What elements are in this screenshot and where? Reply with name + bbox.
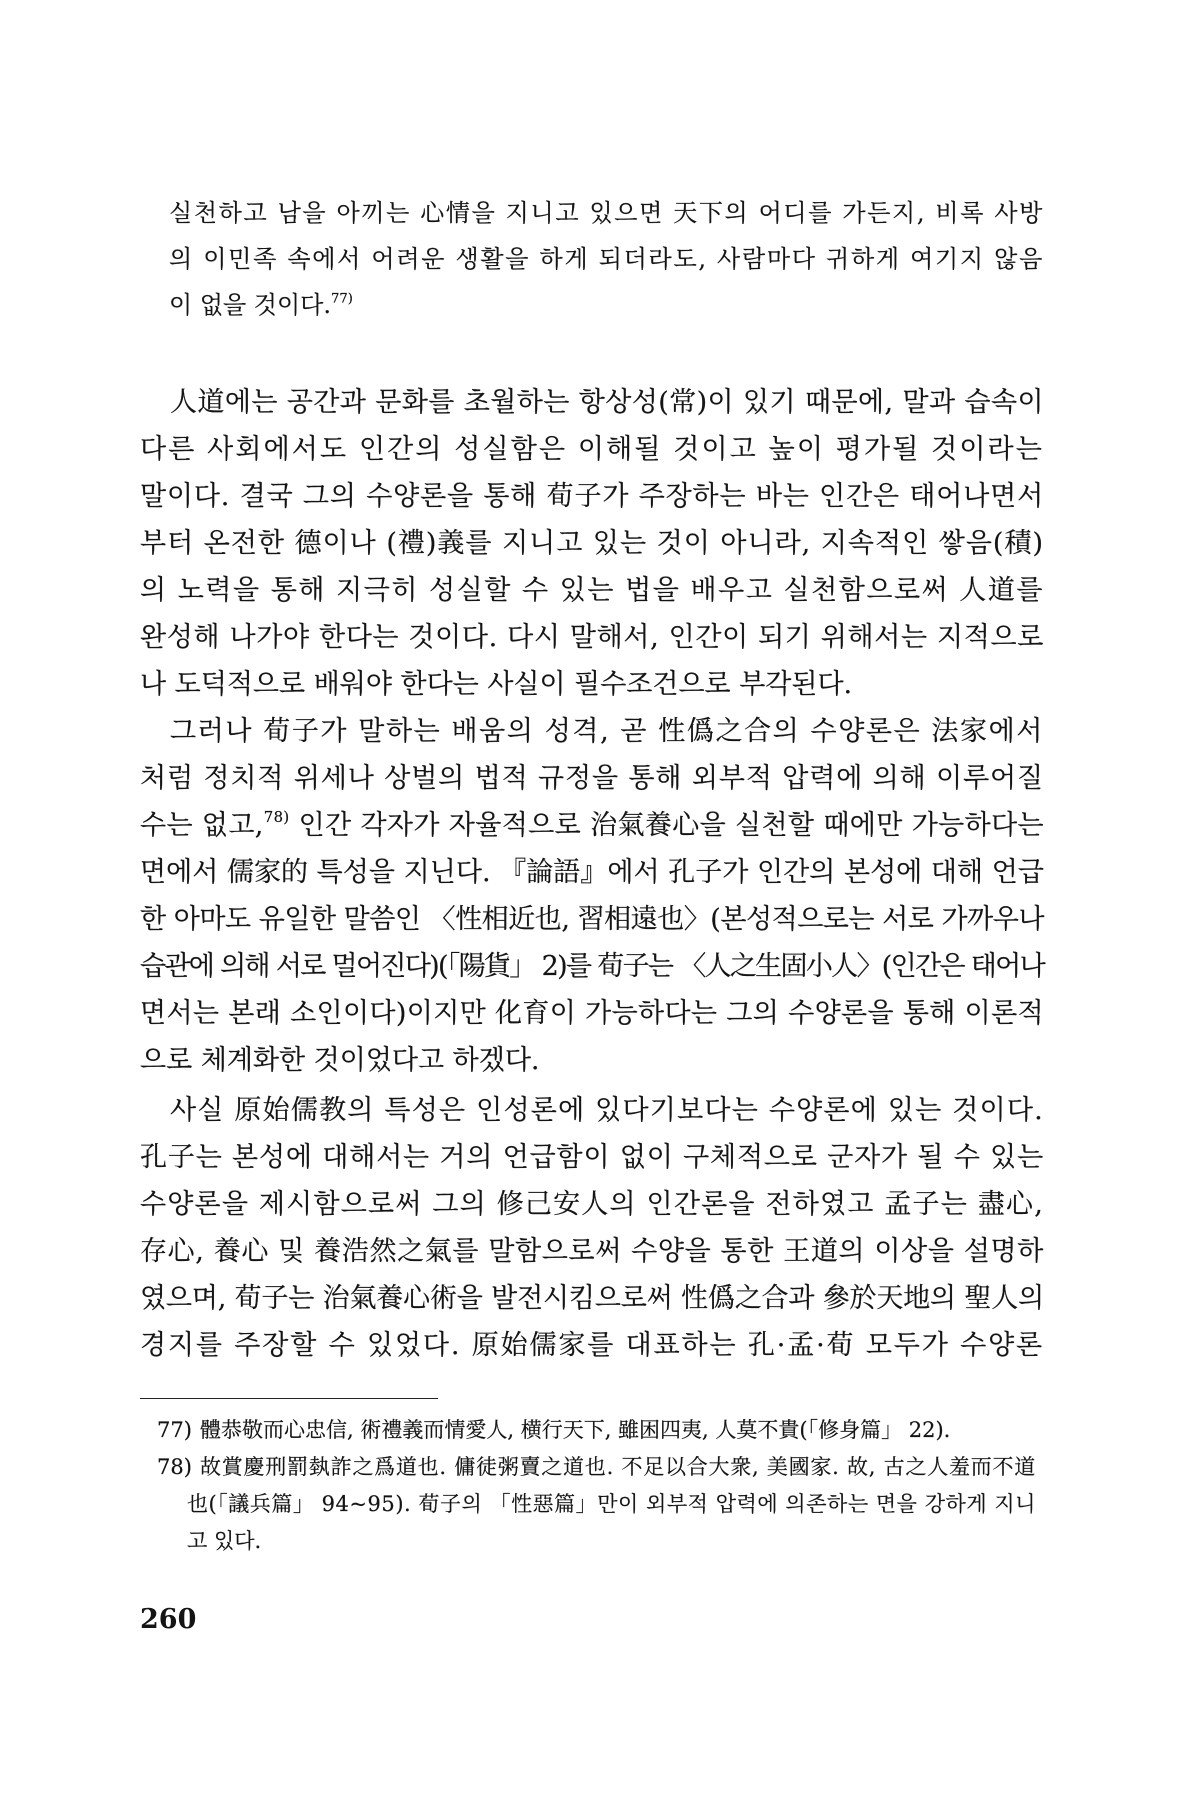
text-line [140, 473, 1044, 520]
line-text: 孔子는 본성에 대해서는 거의 언급함이 없이 구체적으로 군자가 될 수 있는 [140, 1142, 1044, 1173]
text-line [140, 426, 1044, 473]
footnotes [140, 1412, 1036, 1560]
line-text: 처럼 정치적 위세나 상벌의 법적 규정을 통해 외부적 압력에 의해 이루어질 [140, 763, 1044, 794]
text-line [140, 567, 1044, 614]
quote-line [169, 236, 1044, 282]
quote-line [169, 190, 1044, 236]
line-text: 다른 사회에서도 인간의 성실함은 이해될 것이고 높이 평가될 것이라는 [140, 434, 1044, 465]
text-line [140, 849, 1044, 896]
text-line [140, 896, 1044, 943]
line-text: 였으며, 荀子는 治氣養心術을 발전시킴으로써 性僞之合과 參於天地의 聖人의 [140, 1283, 1044, 1314]
footnote [140, 1449, 1036, 1560]
line-text: 부터 온전한 德이나 (禮)義를 지니고 있는 것이 아니라, 지속적인 쌓음(積) [140, 528, 1044, 559]
line-text: 습관에 의해 서로 멀어진다)(「陽貨」 2)를 荀子는 〈人之生固小人〉(인간은 태어나 [140, 951, 1044, 982]
line-text-segment: 이 없을 것이다. [169, 291, 331, 319]
footnote-marker: 78) [157, 1455, 192, 1479]
page-number: 260 [140, 1604, 197, 1635]
text-line [140, 1037, 1044, 1084]
text-line [140, 1181, 1044, 1228]
text-line [140, 1228, 1044, 1275]
line-text: 경지를 주장할 수 있었다. 原始儒家를 대표하는 孔·孟·荀 모두가 수양론 [140, 1330, 1044, 1361]
text-line [140, 755, 1044, 802]
footnote-line [140, 1486, 1036, 1523]
line-text: 면서는 본래 소인이다)이지만 化育이 가능하다는 그의 수양론을 통해 이론적 [140, 998, 1044, 1029]
line-text: 나 도덕적으로 배워야 한다는 사실이 필수조건으로 부각된다. [140, 669, 853, 700]
line-text: 存心, 養心 및 養浩然之氣를 말함으로써 수양을 통한 王道의 이상을 설명하 [140, 1236, 1044, 1267]
line-text: 으로 체계화한 것이었다고 하겠다. [140, 1045, 540, 1076]
line-text: 의 이민족 속에서 어려운 생활을 하게 되더라도, 사람마다 귀하게 여기지 않음 [169, 245, 1044, 273]
line-text: 한 아마도 유일한 말씀인 〈性相近也, 習相遠也〉(본성적으로는 서로 가까우나 [140, 904, 1044, 935]
text-line [140, 661, 1044, 708]
line-text [169, 282, 353, 328]
line-text: 실천하고 남을 아끼는 心情을 지니고 있으면 天下의 어디를 가든지, 비록 사방 [169, 199, 1044, 227]
text-line [140, 708, 1044, 755]
line-text: 人道에는 공간과 문화를 초월하는 항상성(常)이 있기 때문에, 말과 습속이 [170, 387, 1044, 418]
line-text-segment: 인간 각자가 자율적으로 治氣養心을 실천할 때에만 가능하다는 [289, 810, 1044, 841]
text-line [140, 1322, 1044, 1369]
line-text: 也(「議兵篇」 94~95). 荀子의 「性惡篇」만이 외부적 압력에 의존하는 면을 강하게 지니 [187, 1492, 1036, 1516]
line-text-segment: 수는 없고, [140, 810, 264, 841]
text-line [140, 379, 1044, 426]
line-text: 고 있다. [187, 1529, 262, 1553]
line-text: 故賞慶刑罰埶詐之爲道也. 傭徒粥賣之道也. 不足以合大衆, 美國家. 故, 古之人羞而不道 [200, 1455, 1036, 1479]
paragraph [140, 1087, 1044, 1369]
line-text: 면에서 儒家的 특성을 지닌다. 『論語』에서 孔子가 인간의 본성에 대해 언급 [140, 857, 1044, 888]
line-text [140, 802, 1044, 849]
line-text: 수양론을 제시함으로써 그의 修己安人의 인간론을 전하였고 孟子는 盡心, [140, 1189, 1044, 1220]
footnote-line [140, 1412, 1036, 1449]
paragraph [140, 708, 1044, 1084]
body-text [140, 379, 1044, 1369]
block-quote [169, 190, 1044, 328]
footnote [140, 1412, 1036, 1449]
text-line [140, 802, 1044, 849]
footnote-line [140, 1523, 1036, 1560]
text-line [140, 520, 1044, 567]
text-line [140, 614, 1044, 661]
line-text: 사실 原始儒教의 특성은 인성론에 있다기보다는 수양론에 있는 것이다. [170, 1095, 1044, 1126]
quote-line [169, 282, 1044, 328]
footnote-marker: 77) [157, 1418, 192, 1442]
line-text: 그러나 荀子가 말하는 배움의 성격, 곧 性僞之合의 수양론은 法家에서 [170, 716, 1044, 747]
text-line [140, 943, 1044, 990]
line-text: 완성해 나가야 한다는 것이다. 다시 말해서, 인간이 되기 위해서는 지적으로 [140, 622, 1044, 653]
text-line [140, 1134, 1044, 1181]
footnote-rule [140, 1398, 438, 1399]
footnote-ref: 78) [263, 808, 290, 827]
paragraph [140, 379, 1044, 708]
footnote-line [140, 1449, 1036, 1486]
text-line [140, 1087, 1044, 1134]
footnote-ref: 77) [331, 291, 353, 307]
line-text: 體恭敬而心忠信, 術禮義而情愛人, 横行天下, 雖困四夷, 人莫不貴(「修身篇」 22). [200, 1418, 951, 1442]
text-line [140, 990, 1044, 1037]
text-line [140, 1275, 1044, 1322]
line-text: 말이다. 결국 그의 수양론을 통해 荀子가 주장하는 바는 인간은 태어나면서 [140, 481, 1044, 512]
line-text: 의 노력을 통해 지극히 성실할 수 있는 법을 배우고 실천함으로써 人道를 [140, 575, 1044, 606]
